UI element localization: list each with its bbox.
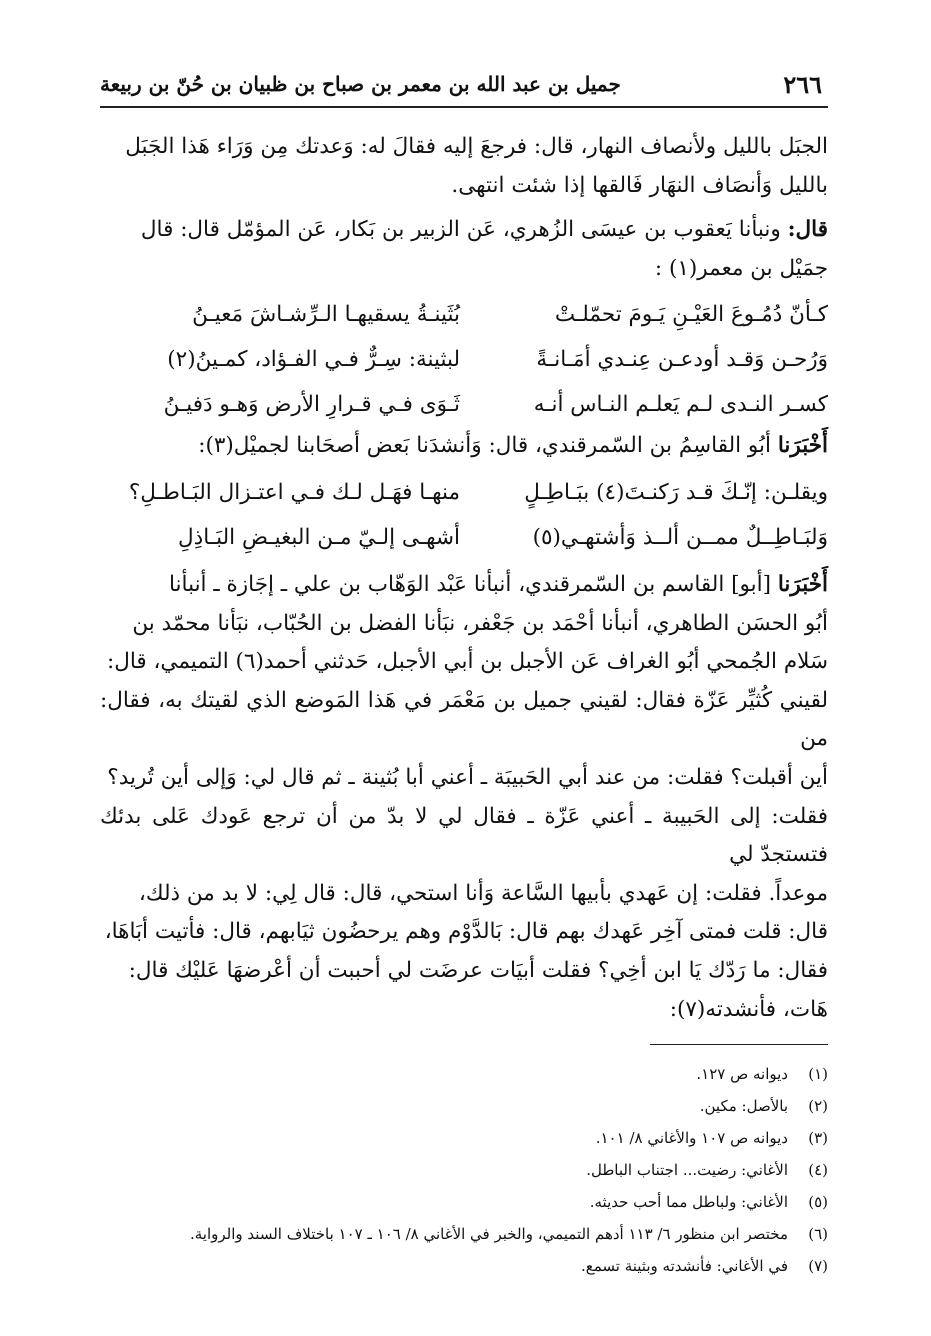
page-header <box>100 66 828 108</box>
footnote <box>100 1186 828 1218</box>
lead-word: قال: <box>787 217 828 243</box>
paragraph-line <box>100 427 828 466</box>
verse-hemistich-first: كسـر النـدى لـم يَعلـم النـاس أنـه <box>533 392 828 418</box>
paragraph-line: سَلام الجُمحي أبُو الغراف عَن الأجبل بن أبي الأجبل، حَدثني أحمد(٦) التميمي، قال: <box>106 649 828 675</box>
verse-line <box>100 515 828 560</box>
verse-hemistich-second: بُثَينـةُ يسقيهـا الـرِّشـاشَ مَعيـنُ <box>192 302 460 328</box>
footnote <box>100 1090 828 1122</box>
verse-line <box>100 292 828 337</box>
paragraph-line <box>100 250 828 289</box>
verse-hemistich-second: أشهـى إلـيّ مـن البغيـضِ البَـاذِلِ <box>178 524 460 550</box>
paragraph-line: موعداً. فقلت: إن عَهدي بأبيها السَّاعة وَأنا استحي، قال: قال لِي: لا بد من ذلك، <box>138 880 828 906</box>
paragraph-line: فقلت: إلى الحَبيبة ـ أعني عَزّة ـ فقال لي لا بدّ من أن ترجع عَودك عَلى بدئك فتستجدّ لي <box>100 803 828 868</box>
paragraph-line: أين أقبلت؟ فقلت: من عند أبي الحَبيبَة ـ أعني أبا بُثينة ـ ثم قال لي: وَإلى أين تُريد؟ <box>107 764 828 790</box>
verse-line <box>100 382 828 427</box>
footnote-text: ديوانه ص ١٢٧. <box>696 1065 788 1083</box>
footnote-text: بالأصل: مكين. <box>699 1097 788 1115</box>
verse-hemistich-second: منهـا فهَـل لـك فـي اعتـزال البَـاطـلِ؟ <box>128 479 460 505</box>
footnote <box>100 1122 828 1154</box>
paragraph-line: أبُو الحسَن الطاهري، أنبأنا أحْمَد بن جَعْفر، نبَأنا الفضل بن الحُبّاب، نبَأنا محمّد بن <box>132 610 828 636</box>
footnote-number: (٧) <box>808 1257 828 1275</box>
running-title: جميل بن عبد الله بن معمر بن صباح بن ظبيان بن حُنّ بن ربيعة <box>100 72 621 96</box>
footnote-text: الأغاني: ولباطل مما أحب حديثه. <box>589 1193 788 1211</box>
footnote-number: (٤) <box>808 1161 828 1179</box>
verse-line <box>100 337 828 382</box>
verse-hemistich-second: ثَـوَى فـي قـرارِ الأرض وَهـو دَفيـنُ <box>163 392 460 418</box>
paragraph-line: الجبَل بالليل ولأنصاف النهار، قال: فرجعَ إليه فقالَ له: وَعدتك مِن وَرَاء هَذا الجَبَل <box>125 134 828 159</box>
verse-hemistich-first: كـأنّ دُمُـوعَ العَيْـنِ يَـومَ تحمّلـتْ <box>554 302 828 328</box>
paragraph-text: أبُو القاسِمُ بن السّمرقندي، قال: وَأنشدَنا بَعض أصحَابنا لجميْل <box>233 433 771 459</box>
footnote-text: في الأغاني: فأنشدته وبثينة تسمع. <box>580 1257 788 1275</box>
lead-word: أَخْبَرَنا <box>777 433 828 459</box>
footnote-number: (١) <box>808 1065 828 1083</box>
verse-line <box>100 470 828 515</box>
footnote-text: ديوانه ص ١٠٧ والأغاني ٨/ ١٠١. <box>595 1129 788 1147</box>
paragraph-text: : <box>198 433 206 459</box>
verse-hemistich-first: ويقلـن: إنّـكَ قـد رَكنـتَ(٤) ببَـاطِـلٍ <box>524 479 828 505</box>
paragraph-text: : <box>654 255 663 281</box>
footnote <box>100 1218 828 1250</box>
verse-hemistich-first: وَلبَـاطِــلٌ ممــن ألــذ وَأشتهـي(٥) <box>532 524 828 550</box>
poem-block-1 <box>100 292 828 427</box>
paragraph-line <box>100 211 828 250</box>
footnote-number: (٢) <box>808 1097 828 1115</box>
footnote-text: مختصر ابن منظور ٦/ ١١٣ أدهم التميمي، والخبر في الأغاني ٨/ ١٠٦ ـ ١٠٧ باختلاف السند والرواية. <box>190 1225 788 1243</box>
paragraph-text: جمَيْل بن معمر <box>697 255 828 281</box>
paragraph-line: لقيني كُثيِّر عَزّة فقال: لقيني جميل بن مَعْمَر في هَذا المَوضع الذي لقيتك به، فقال: من <box>100 687 828 752</box>
verse-hemistich-second: لبثينة: سِـرٌّ فـي الفـؤاد، كمـينُ(٢) <box>167 347 460 373</box>
paragraph-line: بالليل وَأنصَاف النهَار فَالقها إذا شئت انتهى. <box>451 172 828 198</box>
page-number: ٢٦٦ <box>783 70 822 99</box>
poem-block-2 <box>100 470 828 560</box>
verse-hemistich-first: وَرُحـن وَقـد أودعـن عِنـدي أمَـانـةً <box>536 347 828 373</box>
footnote-separator <box>650 1044 828 1045</box>
footnote <box>100 1154 828 1186</box>
footnote-number: (٦) <box>808 1225 828 1243</box>
footnote <box>100 1058 828 1090</box>
footnote-number: (٣) <box>808 1129 828 1147</box>
paragraph-line <box>100 566 828 605</box>
paragraph-text: ونبأنا يَعقوب بن عيسَى الزُهري، عَن الزبير بن بَكار، عَن المؤمّل قال: قال <box>140 217 781 243</box>
footnotes <box>100 1058 828 1282</box>
footnote-number: (٥) <box>808 1193 828 1211</box>
footnote-ref: (٣) <box>205 433 234 459</box>
paragraph-text: [أبو] القاسم بن السّمرقندي، أنبأنا عَبْد الوَهّاب بن علي ـ إجَازة ـ أنبأنا <box>169 571 771 597</box>
main-text <box>100 128 828 1029</box>
footnote-text: الأغاني: رضيت... اجتناب الباطل. <box>586 1161 788 1179</box>
paragraph-line: فقال: ما رَدّك يَا ابن أخِي؟ فقلت أبيَات عرضَت لي أحببت أن أعْرضهَا عَليْك قال: <box>128 957 828 983</box>
footnote-ref: (١) <box>668 255 698 281</box>
paragraph-line: هَات، فأنشدته(٧): <box>669 996 828 1022</box>
footnote <box>100 1250 828 1282</box>
paragraph-line: قال: قلت فمتى آخِر عَهدك بهم قال: بَالدَّوْم وهم يرحضُون ثيَابهم، قال: فأتيت أبَاهَا، <box>104 919 828 945</box>
lead-word: أَخْبَرَنا <box>777 571 828 597</box>
